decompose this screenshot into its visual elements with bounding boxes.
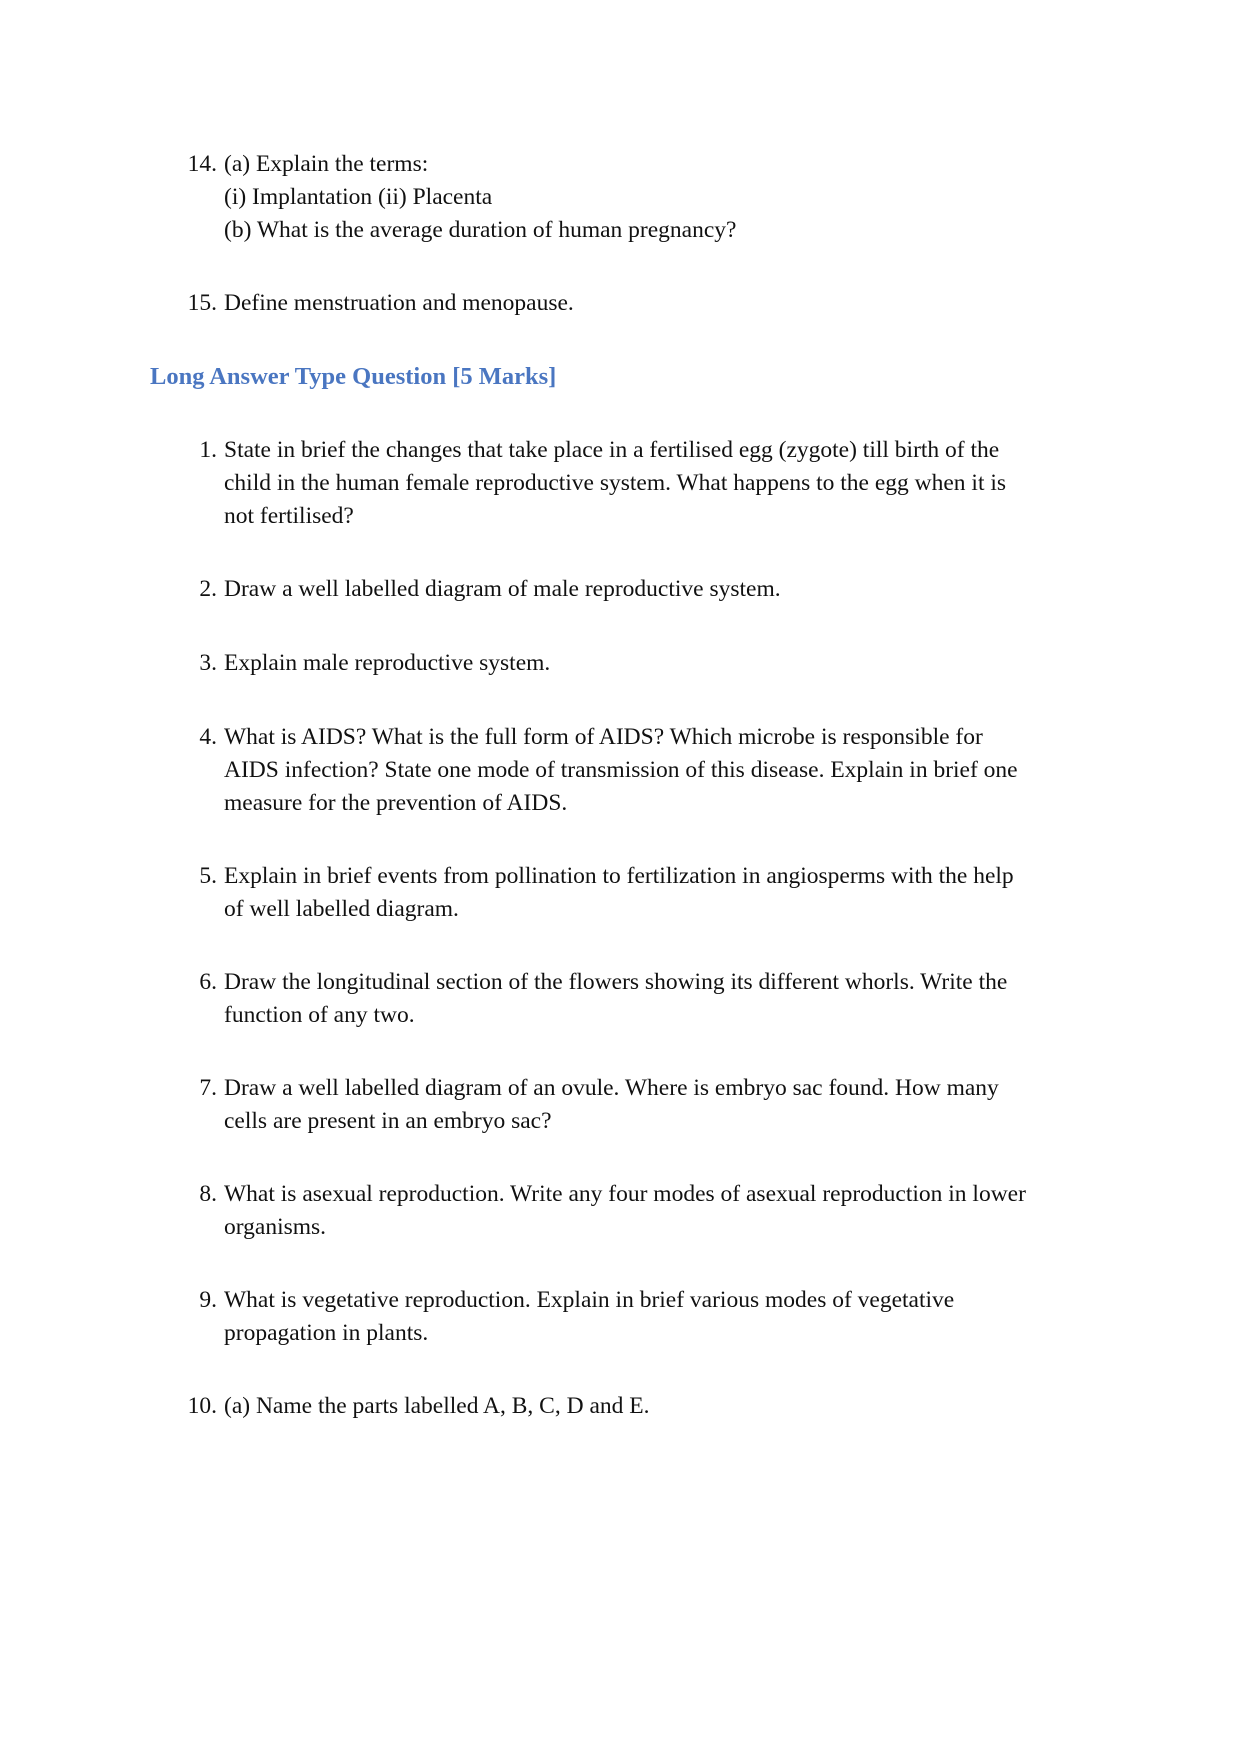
question-number: 8. bbox=[199, 1181, 217, 1207]
question-number: 5. bbox=[199, 863, 217, 889]
question-text-line: (a) Name the parts labelled A, B, C, D and E. bbox=[224, 1393, 650, 1419]
question-text-line: Explain in brief events from pollination to fertilization in angiosperms with the help bbox=[224, 863, 1014, 889]
question-text-line: organisms. bbox=[224, 1214, 327, 1240]
section-heading: Long Answer Type Question [5 Marks] bbox=[150, 363, 557, 390]
question-number: 3. bbox=[199, 650, 217, 676]
question-number: 2. bbox=[199, 576, 217, 602]
question-text-line: function of any two. bbox=[224, 1002, 415, 1028]
question-text-line: What is vegetative reproduction. Explain in brief various modes of vegetative bbox=[224, 1287, 955, 1313]
question-text-line: State in brief the changes that take place in a fertilised egg (zygote) till birth of the bbox=[224, 437, 1000, 463]
question-number: 9. bbox=[199, 1287, 217, 1313]
question-text-line: What is asexual reproduction. Write any four modes of asexual reproduction in lower bbox=[224, 1181, 1026, 1207]
question-text-line: AIDS infection? State one mode of transmission of this disease. Explain in brief one bbox=[224, 757, 1018, 783]
question-number: 7. bbox=[199, 1075, 217, 1101]
question-text-line: not fertilised? bbox=[224, 503, 354, 529]
question-text-line: child in the human female reproductive system. What happens to the egg when it is bbox=[224, 470, 1007, 496]
question-text-line: of well labelled diagram. bbox=[224, 896, 459, 922]
question-text-line: Explain male reproductive system. bbox=[224, 650, 551, 676]
question-text-line: propagation in plants. bbox=[224, 1320, 429, 1346]
question-number: 1. bbox=[199, 437, 217, 463]
question-text-line: (b) What is the average duration of human pregnancy? bbox=[224, 217, 737, 243]
question-text-line: (i) Implantation (ii) Placenta bbox=[224, 184, 493, 210]
question-number: 14. bbox=[187, 151, 217, 177]
question-number: 10. bbox=[187, 1393, 217, 1419]
question-text-line: (a) Explain the terms: bbox=[224, 151, 429, 177]
question-number: 4. bbox=[199, 724, 217, 750]
question-text-line: What is AIDS? What is the full form of AIDS? Which microbe is responsible for bbox=[224, 724, 983, 750]
question-text-line: Define menstruation and menopause. bbox=[224, 290, 574, 316]
question-text-line: cells are present in an embryo sac? bbox=[224, 1108, 552, 1134]
question-number: 6. bbox=[199, 969, 217, 995]
question-number: 15. bbox=[187, 290, 217, 316]
question-text-line: measure for the prevention of AIDS. bbox=[224, 790, 568, 816]
question-text-line: Draw a well labelled diagram of an ovule. Where is embryo sac found. How many bbox=[224, 1075, 999, 1101]
question-text-line: Draw the longitudinal section of the flowers showing its different whorls. Write the bbox=[224, 969, 1008, 995]
question-text-line: Draw a well labelled diagram of male reproductive system. bbox=[224, 576, 781, 602]
